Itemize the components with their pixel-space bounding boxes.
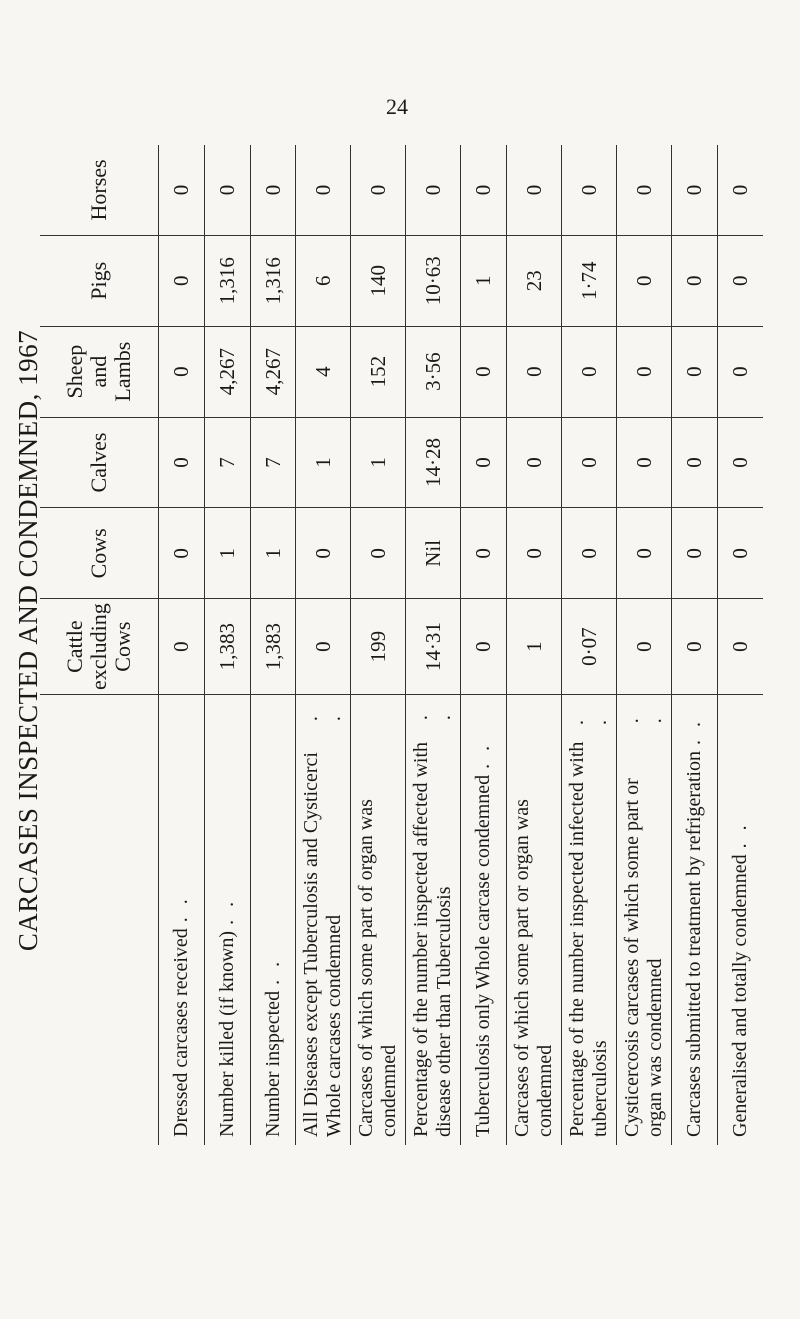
leader-dots: . .: [683, 718, 706, 746]
table-cell: 0: [717, 418, 763, 509]
table-cell: 23: [506, 236, 561, 327]
row-label: [250, 695, 296, 1145]
table-cell: 0: [158, 599, 204, 695]
table-cell: 1: [350, 418, 405, 509]
table-cell: 14·28: [405, 418, 460, 509]
table-cell: 0: [671, 145, 717, 236]
row-label: [561, 695, 616, 1145]
table-cell: 0: [506, 145, 561, 236]
table-cell: 0: [158, 145, 204, 236]
leader-dots: . .: [261, 957, 284, 985]
table-cell: 0: [506, 418, 561, 509]
table-cell: 0: [616, 236, 671, 327]
table-cell: 1,316: [204, 236, 250, 327]
table-cell: 0: [506, 508, 561, 599]
row-label: [295, 695, 350, 1145]
row-label-text: Number inspected: [261, 990, 284, 1137]
row-label-text: Carcases submitted to treatment by refrigeration: [683, 751, 706, 1137]
row-label-text: Carcases of which some part or organ was condemned: [511, 799, 557, 1137]
table-cell: 140: [350, 236, 405, 327]
table-cell: 0: [460, 418, 506, 509]
table-cell: 0: [506, 327, 561, 418]
table-cell: 6: [295, 236, 350, 327]
header-stub: [40, 695, 158, 1145]
row-label-text: All Diseases except Tuberculosis and Cysticerci Whole carcases condemned: [300, 752, 346, 1137]
table-cell: 0: [250, 145, 296, 236]
page-number: 24: [386, 94, 408, 119]
table-cell: 7: [250, 418, 296, 509]
table-cell: 0: [717, 599, 763, 695]
table-cell: 0: [561, 508, 616, 599]
carcases-table: [40, 145, 763, 1145]
table-cell: 0: [405, 145, 460, 236]
table-cell: 0: [295, 508, 350, 599]
table-cell: 1: [250, 508, 296, 599]
leader-dots: . .: [472, 741, 495, 769]
table-cell: 4: [295, 327, 350, 418]
table-cell: 0: [295, 145, 350, 236]
table-cell: 0: [717, 327, 763, 418]
table-cell: 1: [506, 599, 561, 695]
row-label-text: Carcases of which some part of organ was condemned: [355, 799, 401, 1137]
table-cell: 1: [204, 508, 250, 599]
table-cell: 152: [350, 327, 405, 418]
table-cell: 3·56: [405, 327, 460, 418]
column-header: Sheep and Lambs: [40, 327, 158, 418]
row-label: [405, 695, 460, 1145]
table-cell: 0: [616, 327, 671, 418]
row-label: [350, 695, 405, 1145]
row-label: [717, 695, 763, 1145]
row-label-text: Percentage of the number inspected infected with tuberculosis: [566, 741, 612, 1137]
leader-dots: . .: [169, 895, 192, 923]
table-cell: 0: [561, 327, 616, 418]
table-cell: 0: [616, 418, 671, 509]
column-header: Cattle excluding Cows: [40, 599, 158, 695]
leader-dots: . .: [410, 711, 456, 721]
row-label: [506, 695, 561, 1145]
table-container: [40, 145, 800, 1145]
table-cell: 0: [717, 236, 763, 327]
table-cell: 4,267: [250, 327, 296, 418]
column-header: Pigs: [40, 236, 158, 327]
table-cell: 0·07: [561, 599, 616, 695]
column-header: Cows: [40, 508, 158, 599]
table-cell: 0: [158, 327, 204, 418]
table-cell: 4,267: [204, 327, 250, 418]
table-cell: 1·74: [561, 236, 616, 327]
table-cell: 0: [295, 599, 350, 695]
table-cell: 0: [671, 599, 717, 695]
table-cell: 0: [158, 418, 204, 509]
table-cell: 0: [158, 508, 204, 599]
row-label: [460, 695, 506, 1145]
table-cell: 0: [204, 145, 250, 236]
row-label-text: Number killed (if known): [215, 930, 238, 1137]
row-label: [671, 695, 717, 1145]
table-cell: 0: [616, 508, 671, 599]
leader-dots: . .: [566, 716, 612, 726]
column-header: Calves: [40, 418, 158, 509]
row-label: [616, 695, 671, 1145]
row-label-text: Generalised and totally condemned: [729, 854, 752, 1137]
table-cell: 0: [671, 508, 717, 599]
table-cell: 199: [350, 599, 405, 695]
row-label: [204, 695, 250, 1145]
table-cell: 1: [295, 418, 350, 509]
leader-dots: . .: [621, 714, 667, 724]
table-cell: 0: [717, 145, 763, 236]
table-cell: 1,383: [250, 599, 296, 695]
table-cell: 7: [204, 418, 250, 509]
column-header: Horses: [40, 145, 158, 236]
leader-dots: . .: [215, 897, 238, 925]
table-cell: 0: [350, 508, 405, 599]
row-label: [158, 695, 204, 1145]
table-cell: 0: [616, 145, 671, 236]
leader-dots: . .: [300, 712, 346, 722]
table-cell: Nil: [405, 508, 460, 599]
table-cell: 0: [561, 418, 616, 509]
page-title: CARCASES INSPECTED AND CONDEMNED, 1967: [12, 329, 43, 952]
table-cell: 0: [671, 236, 717, 327]
row-label-text: Dressed carcases received: [169, 928, 192, 1137]
row-label-text: Cysticercosis carcases of which some part or organ was condemned: [621, 778, 667, 1137]
table-cell: 1,316: [250, 236, 296, 327]
table-cell: 0: [671, 418, 717, 509]
table-cell: 0: [616, 599, 671, 695]
table-cell: 14·31: [405, 599, 460, 695]
table-cell: 0: [671, 327, 717, 418]
table-cell: 0: [350, 145, 405, 236]
table-cell: 0: [460, 508, 506, 599]
table-cell: 10·63: [405, 236, 460, 327]
row-label-text: Percentage of the number inspected affected with disease other than Tuberculosis: [410, 741, 456, 1137]
table-cell: 0: [561, 145, 616, 236]
table-cell: 0: [460, 327, 506, 418]
table-cell: 0: [460, 599, 506, 695]
leader-dots: . .: [729, 821, 752, 849]
table-cell: 0: [717, 508, 763, 599]
table-cell: 0: [460, 145, 506, 236]
table-cell: 0: [158, 236, 204, 327]
table-cell: 1: [460, 236, 506, 327]
table-cell: 1,383: [204, 599, 250, 695]
row-label-text: Tuberculosis only Whole carcase condemned: [472, 774, 495, 1137]
